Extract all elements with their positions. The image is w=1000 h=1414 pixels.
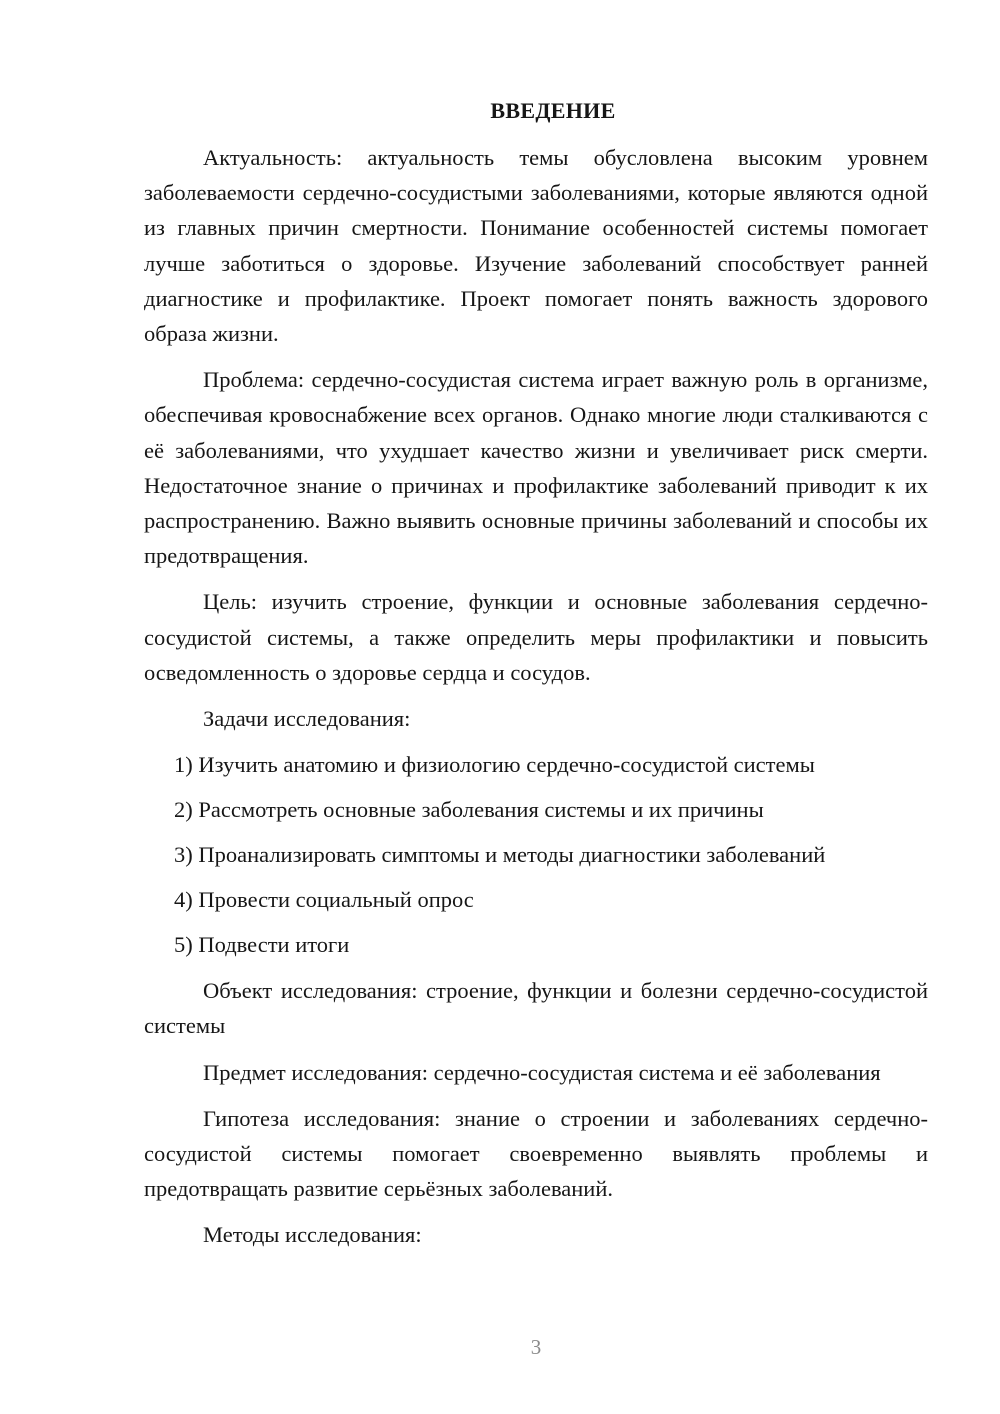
paragraph-goal: Цель: изучить строение, функции и основные заболевания сердечно-сосудистой системы, а также определить меры профилактики и повысить осведомленность о здоровье сердца и сосудов. [144,589,928,685]
list-item: 2) Рассмотреть основные заболевания системы и их причины [174,797,764,823]
list-item: 4) Провести социальный опрос [174,887,474,913]
page-number: 3 [530,1335,542,1359]
paragraph-hypothesis: Гипотеза исследования: знание о строении и заболеваниях сердечно-сосудистой системы помогает своевременно выявлять проблемы и предотвращать развитие серьёзных заболеваний. [144,1105,928,1202]
paragraph-relevance: Актуальность: актуальность темы обусловлена высоким уровнем заболеваемости сердечно-сосудистыми заболеваниями, которые являются одной из главных причин смертности. Понимание особенностей системы помогает лучше заботиться о здоровье. Изучение заболеваний способствует ранней диагностике и профилактике. Проект помогает понять важность здорового образа жизни. [144,145,928,347]
list-item: 5) Подвести итоги [174,932,350,958]
list-item: 3) Проанализировать симптомы и методы диагностики заболеваний [174,842,826,868]
paragraph-subject: Предмет исследования: сердечно-сосудистая система и её заболевания [203,1059,881,1085]
paragraph-problem: Проблема: сердечно-сосудистая система играет важную роль в организме, обеспечивая кровоснабжение всех органов. Однако многие люди сталкиваются с её заболеваниями, что ухудшает качество жизни и увеличивает риск смерти. Недостаточное знание о причинах и профилактике заболеваний приводит к их распространению. Важно выявить основные причины заболеваний и способы их предотвращения. [144,367,928,569]
page-content [144,96,928,1253]
section-heading: ВВЕДЕНИЕ [490,98,616,123]
methods-title: Методы исследования: [203,1222,422,1248]
list-item: 1) Изучить анатомию и физиологию сердечно-сосудистой системы [174,752,815,778]
paragraph-object: Объект исследования: строение, функции и болезни сердечно-сосудистой системы [144,978,928,1039]
tasks-title: Задачи исследования: [203,706,411,732]
tasks-list [144,747,928,962]
